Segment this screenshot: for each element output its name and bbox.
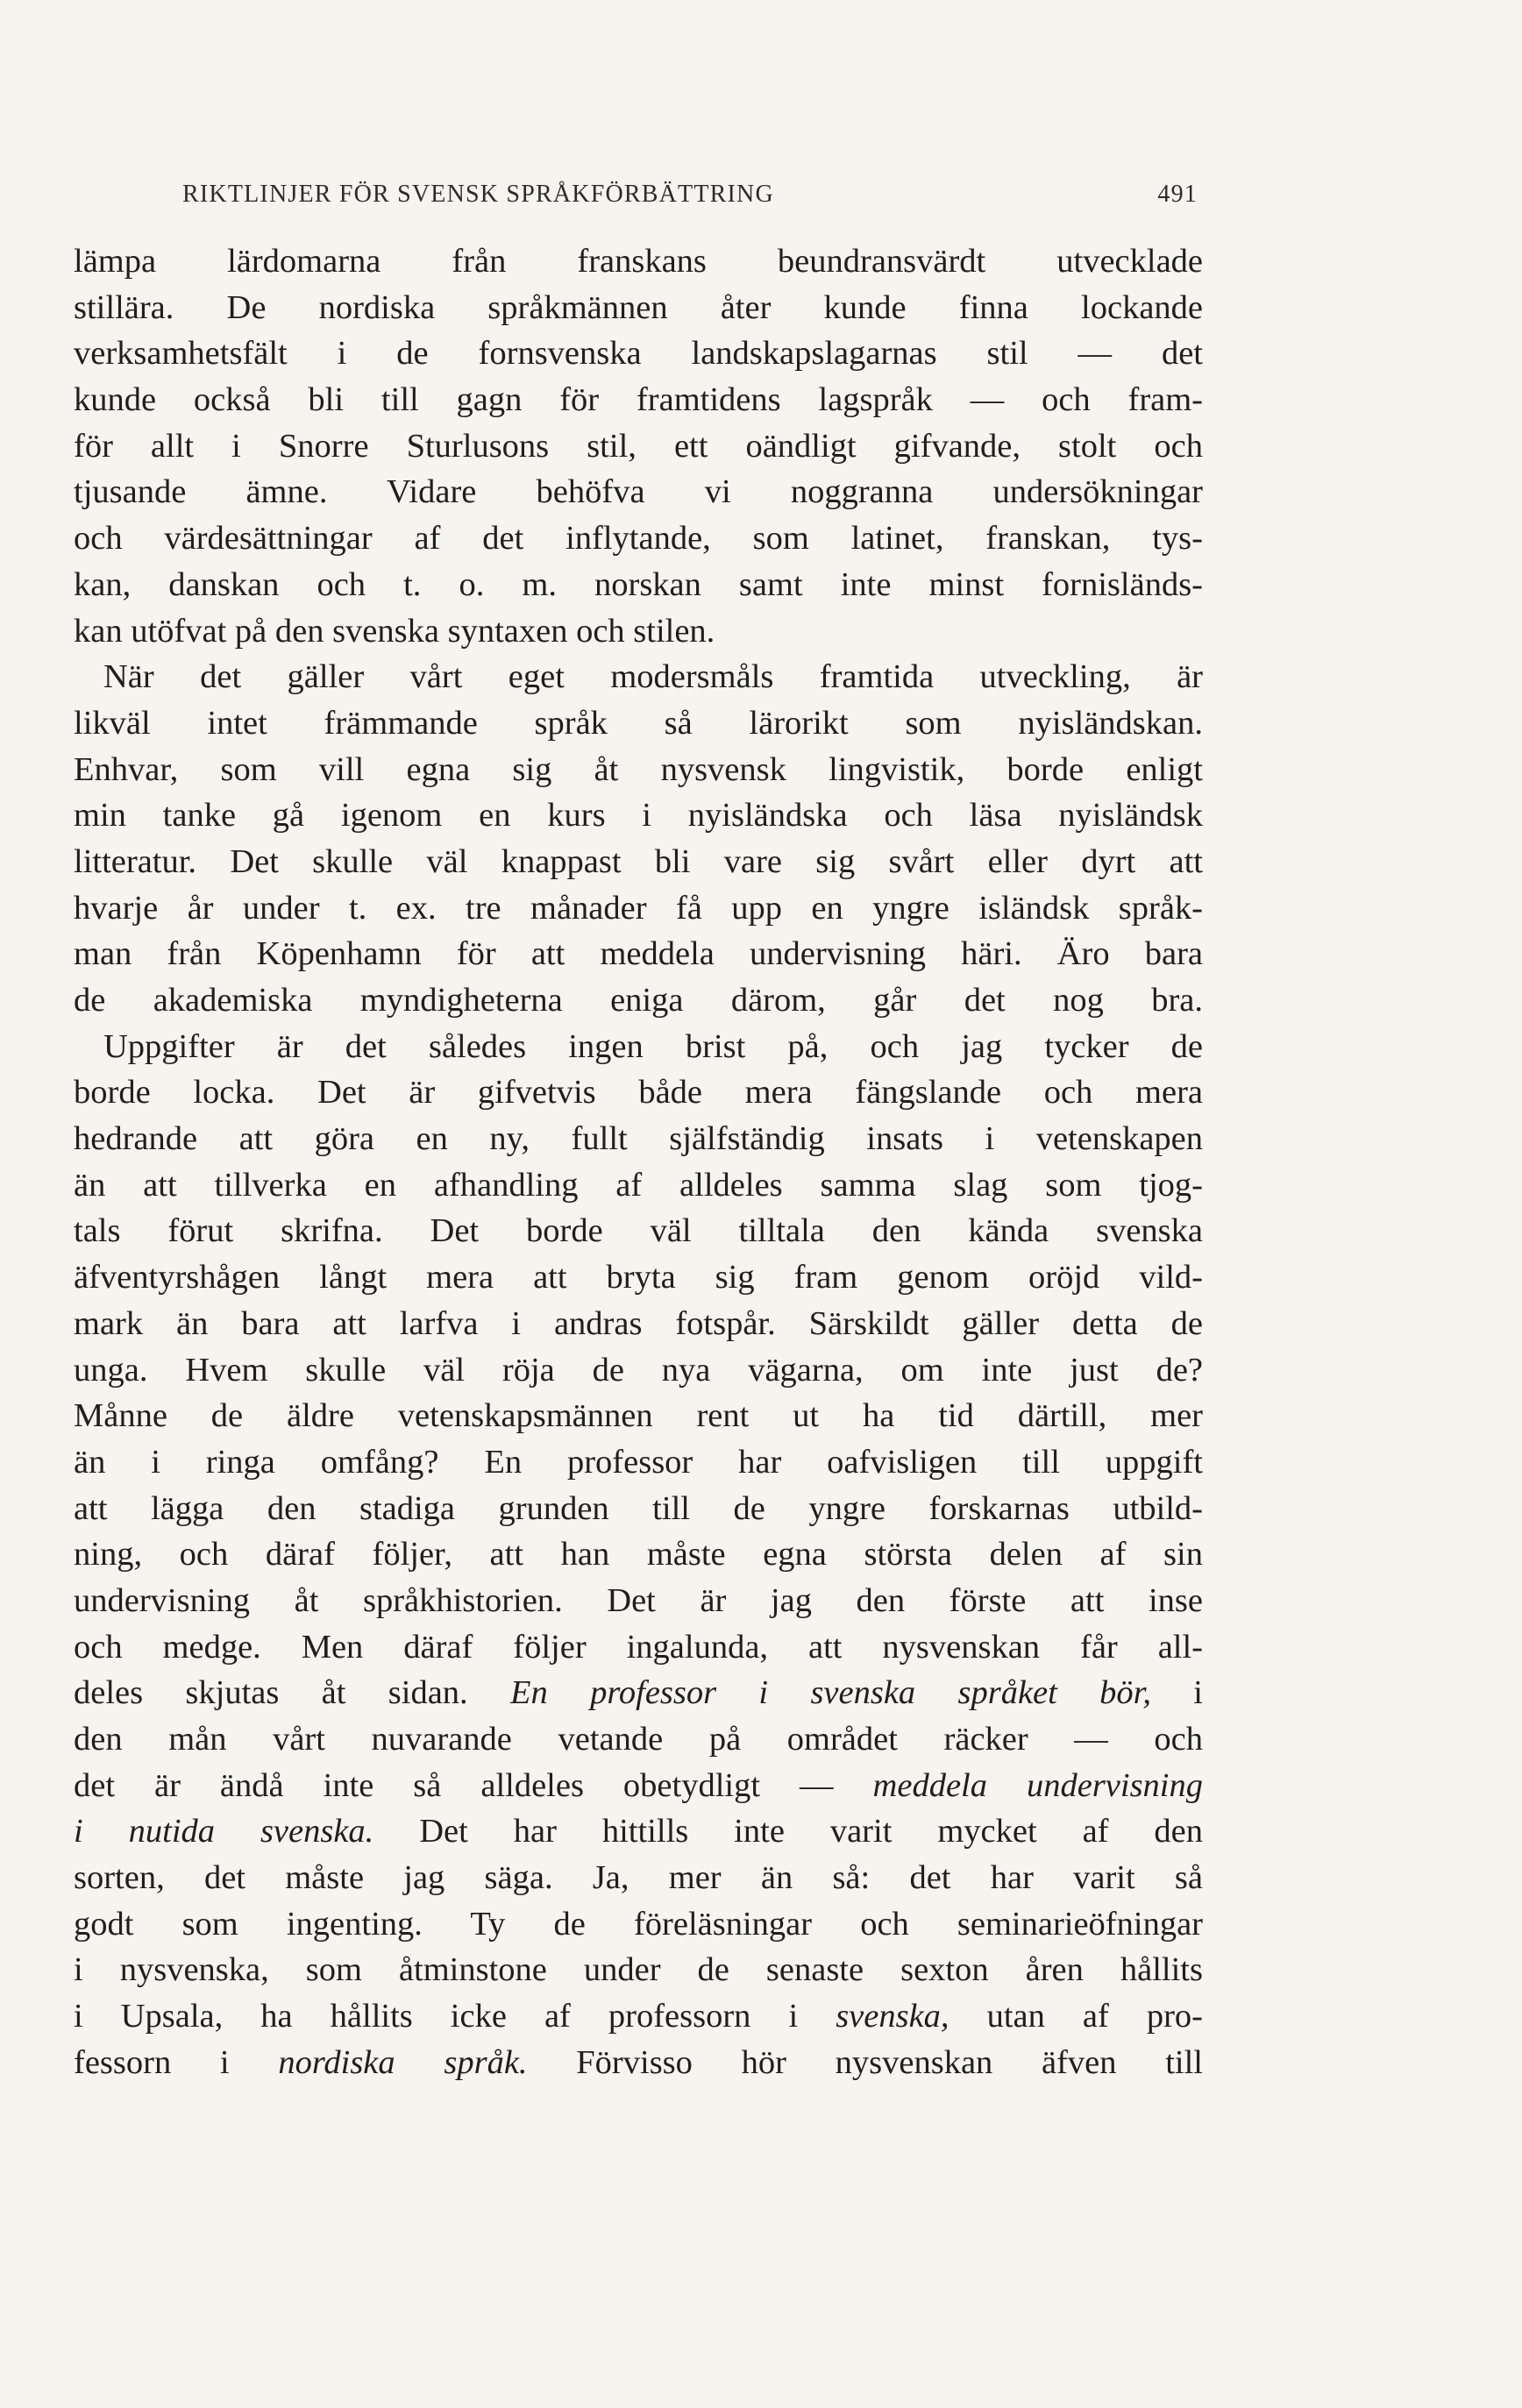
text-line: och värdesättningar af det inflytande, som latinet, franskan, tys- [74,520,1203,558]
text-line: än i ringa omfång? En professor har oafvisligen till uppgift [74,1443,1203,1481]
text-segment: deles skjutas åt sidan. [74,1674,510,1712]
text-line: än att tillverka en afhandling af alldeles samma slag som tjog- [74,1166,1203,1204]
italic-text: svenska, [836,1998,949,2035]
text-line: stillära. De nordiska språkmännen åter kunde finna lockande [74,288,1203,326]
text-line: Månne de äldre vetenskapsmännen rent ut ha tid därtill, mer [74,1397,1203,1435]
text-line: godt som ingenting. Ty de föreläsningar och seminarieöfningar [74,1905,1203,1943]
text-line: litteratur. Det skulle väl knappast bli vare sig svårt eller dyrt att [74,842,1203,880]
text-segment: i Upsala, ha hållits icke af professorn i [74,1998,836,2035]
text-line: och medge. Men däraf följer ingalunda, att nysvenskan får all- [74,1628,1203,1666]
text-segment: fessorn i [74,2043,279,2081]
text-line: kan, danskan och t. o. m. norskan samt inte minst fornisländs- [74,565,1203,603]
text-line: man från Köpenhamn för att meddela undervisning häri. Äro bara [74,935,1203,973]
page-number: 491 [1157,181,1198,208]
italic-text: meddela undervisning [872,1766,1203,1804]
text-line: hvarje år under t. ex. tre månader få upp en yngre isländsk språk- [74,889,1203,927]
text-line: undervisning åt språkhistorien. Det är jag den förste att inse [74,1581,1203,1619]
text-line: verksamhetsfält i de fornsvenska landskapslagarnas stil — det [74,335,1203,373]
running-title: RIKTLINJER FÖR SVENSK SPRÅKFÖRBÄTTRING [182,181,774,208]
text-line: i nysvenska, som åtminstone under de senaste sexton åren hållits [74,1951,1203,1989]
text-segment: Förvisso hör nysvenskan äfven till [527,2043,1204,2081]
text-line: tals förut skrifna. Det borde väl tilltala den kända svenska [74,1212,1203,1250]
text-line [74,1763,1203,1809]
italic-text: i nutida svenska. [74,1813,374,1850]
text-segment: det är ändå inte så alldeles obetydligt — [74,1766,873,1804]
text-line: min tanke gå igenom en kurs i nyisländska och läsa nyisländsk [74,797,1203,835]
text-line: unga. Hvem skulle väl röja de nya vägarna, om inte just de? [74,1351,1203,1389]
italic-text: En professor i svenska språket bör, [510,1674,1151,1712]
text-line [74,1808,1203,1855]
text-line: den mån vårt nuvarande vetande på området räcker — och [74,1721,1203,1758]
running-header [182,181,1198,216]
text-line: sorten, det måste jag säga. Ja, mer än så: det har varit så [74,1859,1203,1897]
text-line: hedrande att göra en ny, fullt själfständig insats i vetenskapen [74,1120,1203,1158]
text-line: Enhvar, som vill egna sig åt nysvensk lingvistik, borde enligt [74,750,1203,788]
text-segment: utan af pro- [949,1998,1203,2035]
text-line [74,1993,1203,2040]
text-line: äfventyrshågen långt mera att bryta sig fram genom oröjd vild- [74,1259,1203,1296]
text-line: kan utöfvat på den svenska syntaxen och stilen. [74,612,715,650]
body-text [74,238,1203,2086]
text-line: de akademiska myndigheterna eniga därom, går det nog bra. [74,982,1203,1019]
text-segment: i [1150,1674,1203,1712]
paragraph-start-line: Uppgifter är det således ingen brist på, och jag tycker de [103,1027,1203,1065]
text-line [74,2040,1203,2086]
text-line: mark än bara att larfva i andras fotspår. Särskildt gäller detta de [74,1304,1203,1342]
text-line: likväl intet främmande språk så lärorikt som nyisländskan. [74,704,1203,742]
paragraph-start-line: När det gäller vårt eget modersmåls framtida utveckling, är [103,658,1203,696]
text-line [74,1670,1203,1716]
text-segment: Det har hittills inte varit mycket af den [373,1813,1203,1850]
text-line: för allt i Snorre Sturlusons stil, ett oändligt gifvande, stolt och [74,427,1203,465]
text-line: borde locka. Det är gifvetvis både mera fängslande och mera [74,1074,1203,1112]
italic-text: nordiska språk. [278,2043,528,2081]
text-line: ning, och däraf följer, att han måste egna största delen af sin [74,1536,1203,1573]
text-line: tjusande ämne. Vidare behöfva vi noggranna undersökningar [74,473,1203,511]
text-line: att lägga den stadiga grunden till de yngre forskarnas utbild- [74,1489,1203,1527]
text-line: kunde också bli till gagn för framtidens lagspråk — och fram- [74,381,1203,419]
text-line: lämpa lärdomarna från franskans beundransvärdt utvecklade [74,243,1203,280]
